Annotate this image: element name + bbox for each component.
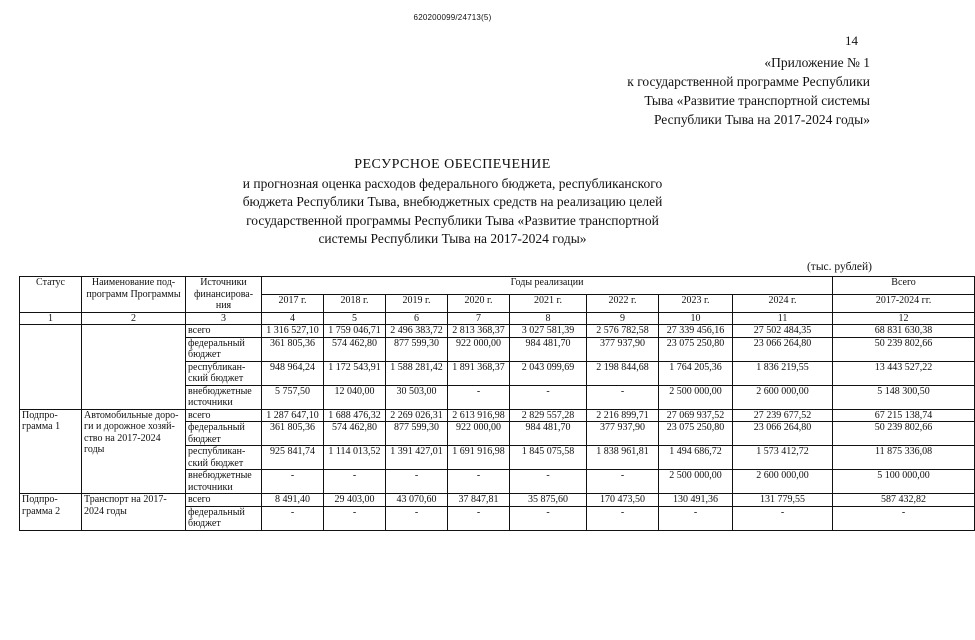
subprogram-name-cell: Транспорт на 2017-2024 годы [82,494,186,531]
year-value-cell: - [324,506,386,530]
table-row [20,409,975,422]
year-value-cell: 1 845 075,58 [510,446,587,470]
year-value-cell: 43 070,60 [386,494,448,507]
year-value-cell: 2 813 368,37 [448,325,510,338]
total-value-cell: 11 875 336,08 [833,446,975,470]
year-value-cell: 984 481,70 [510,337,587,361]
year-value-cell: 35 875,60 [510,494,587,507]
year-value-cell: 131 779,55 [733,494,833,507]
appendix-line: «Приложение № 1 [764,55,870,70]
year-value-cell: 8 491,40 [262,494,324,507]
year-value-cell: 2 829 557,28 [510,409,587,422]
year-value-cell: 2 613 916,98 [448,409,510,422]
year-value-cell: - [733,506,833,530]
document-title: РЕСУРСНОЕ ОБЕСПЕЧЕНИЕ [354,157,551,172]
year-value-cell: 925 841,74 [262,446,324,470]
total-value-cell: 5 148 300,50 [833,385,975,409]
year-value-cell: 27 339 456,16 [659,325,733,338]
funding-source-cell: внебюджетные источники [186,470,262,494]
funding-source-cell: республикан-ский бюджет [186,361,262,385]
year-value-cell: 2 500 000,00 [659,470,733,494]
subtitle-line: бюджета Республики Тыва, внебюджетных средств на реализацию целей [242,194,663,209]
total-value-cell: 50 239 802,66 [833,422,975,446]
column-number: 12 [833,312,975,325]
year-value-cell: 984 481,70 [510,422,587,446]
table-row [20,494,975,507]
column-number: 1 [20,312,82,325]
year-value-cell: 1 172 543,91 [324,361,386,385]
subprogram-name-cell [82,325,186,410]
year-value-cell: 2 216 899,71 [587,409,659,422]
year-value-cell: 948 964,24 [262,361,324,385]
year-value-cell: 23 066 264,80 [733,337,833,361]
total-value-cell: 67 215 138,74 [833,409,975,422]
year-value-cell: 30 503,00 [386,385,448,409]
table-body [20,325,975,531]
funding-source-cell: всего [186,409,262,422]
year-value-cell: 27 239 677,52 [733,409,833,422]
year-value-cell: 23 066 264,80 [733,422,833,446]
column-number: 10 [659,312,733,325]
header-year: 2019 г. [386,294,448,312]
document-id: 620200099/24713(5) [413,13,492,22]
year-value-cell: 12 040,00 [324,385,386,409]
appendix-line: Республики Тыва на 2017-2024 годы» [653,112,870,127]
header-year: 2024 г. [733,294,833,312]
status-cell: Подпро-грамма 2 [20,494,82,531]
status-cell: Подпро-грамма 1 [20,409,82,494]
total-value-cell: 50 239 802,66 [833,337,975,361]
year-value-cell: 1 588 281,42 [386,361,448,385]
year-value-cell: 1 764 205,36 [659,361,733,385]
year-value-cell: 1 688 476,32 [324,409,386,422]
year-value-cell: 2 600 000,00 [733,385,833,409]
year-value-cell: 2 500 000,00 [659,385,733,409]
year-value-cell: 2 576 782,58 [587,325,659,338]
subtitle-line: системы Республики Тыва на 2017-2024 годы» [318,231,587,246]
year-value-cell: - [510,506,587,530]
year-value-cell: - [587,470,659,494]
year-value-cell: 377 937,90 [587,422,659,446]
header-years-group: Годы реализации [262,277,833,295]
year-value-cell: - [386,470,448,494]
column-number: 5 [324,312,386,325]
year-value-cell: - [386,506,448,530]
year-value-cell: - [448,385,510,409]
year-value-cell: 23 075 250,80 [659,422,733,446]
resource-table [19,276,975,531]
appendix-line: к государственной программе Республики [627,74,870,89]
header-year: 2018 г. [324,294,386,312]
funding-source-cell: всего [186,494,262,507]
year-value-cell: 1 838 961,81 [587,446,659,470]
column-number: 9 [587,312,659,325]
year-value-cell: 2 496 383,72 [386,325,448,338]
appendix-reference [550,53,870,129]
header-total: Всего [833,277,975,295]
total-value-cell: 587 432,82 [833,494,975,507]
page-number: 14 [845,33,858,48]
header-year: 2023 г. [659,294,733,312]
year-value-cell: 361 805,36 [262,422,324,446]
year-value-cell: 361 805,36 [262,337,324,361]
header-year: 2017 г. [262,294,324,312]
column-number: 6 [386,312,448,325]
year-value-cell: 1 316 527,10 [262,325,324,338]
year-value-cell: - [659,506,733,530]
table-row [20,325,975,338]
year-value-cell: 377 937,90 [587,337,659,361]
year-value-cell: 1 836 219,55 [733,361,833,385]
year-value-cell: 2 198 844,68 [587,361,659,385]
units-label: (тыс. рублей) [806,261,872,273]
year-value-cell: 877 599,30 [386,422,448,446]
year-value-cell: 170 473,50 [587,494,659,507]
total-value-cell: 13 443 527,22 [833,361,975,385]
appendix-line: Тыва «Развитие транспортной системы [644,93,870,108]
document-title-block [180,156,725,249]
year-value-cell: 2 269 026,31 [386,409,448,422]
column-number: 4 [262,312,324,325]
year-value-cell: 1 573 412,72 [733,446,833,470]
subprogram-name-cell: Автомобильные доро-ги и дорожное хозяй-ство на 2017-2024 годы [82,409,186,494]
year-value-cell: 574 462,80 [324,422,386,446]
year-value-cell: - [262,506,324,530]
year-value-cell: 1 691 916,98 [448,446,510,470]
year-value-cell: 2 600 000,00 [733,470,833,494]
year-value-cell: - [587,385,659,409]
year-value-cell: 574 462,80 [324,337,386,361]
year-value-cell: - [510,470,587,494]
year-value-cell: 1 114 013,52 [324,446,386,470]
subtitle-line: государственной программы Республики Тыва «Развитие транспортной [246,212,659,228]
total-value-cell: - [833,506,975,530]
year-value-cell: 922 000,00 [448,337,510,361]
year-value-cell: 1 287 647,10 [262,409,324,422]
funding-source-cell: республикан-ский бюджет [186,446,262,470]
column-number: 3 [186,312,262,325]
header-total-period: 2017-2024 гг. [833,294,975,312]
year-value-cell: 3 027 581,39 [510,325,587,338]
column-number-row [20,312,975,325]
funding-source-cell: федеральный бюджет [186,506,262,530]
total-value-cell: 5 100 000,00 [833,470,975,494]
funding-source-cell: федеральный бюджет [186,337,262,361]
column-number: 8 [510,312,587,325]
year-value-cell: 27 069 937,52 [659,409,733,422]
year-value-cell: 37 847,81 [448,494,510,507]
year-value-cell: 27 502 484,35 [733,325,833,338]
year-value-cell: 5 757,50 [262,385,324,409]
column-number: 11 [733,312,833,325]
year-value-cell: - [448,470,510,494]
header-year: 2020 г. [448,294,510,312]
header-sources: Источники финансирова-ния [186,277,262,313]
year-value-cell: 877 599,30 [386,337,448,361]
subtitle-line: и прогнозная оценка расходов федерального бюджета, республиканского [242,175,663,191]
funding-source-cell: федеральный бюджет [186,422,262,446]
year-value-cell: - [262,470,324,494]
year-value-cell: 1 494 686,72 [659,446,733,470]
year-value-cell: 130 491,36 [659,494,733,507]
year-value-cell: 23 075 250,80 [659,337,733,361]
year-value-cell: 922 000,00 [448,422,510,446]
header-name: Наименование под-программ Программы [82,277,186,313]
year-value-cell: - [587,506,659,530]
funding-source-cell: всего [186,325,262,338]
header-year: 2022 г. [587,294,659,312]
header-year: 2021 г. [510,294,587,312]
funding-source-cell: внебюджетные источники [186,385,262,409]
status-cell [20,325,82,410]
year-value-cell: 1 759 046,71 [324,325,386,338]
year-value-cell: 2 043 099,69 [510,361,587,385]
table-header-row [20,277,975,295]
year-value-cell: - [448,506,510,530]
year-value-cell: 1 891 368,37 [448,361,510,385]
year-value-cell: 1 391 427,01 [386,446,448,470]
total-value-cell: 68 831 630,38 [833,325,975,338]
column-number: 2 [82,312,186,325]
year-value-cell: 29 403,00 [324,494,386,507]
year-value-cell: - [324,470,386,494]
column-number: 7 [448,312,510,325]
header-status: Статус [20,277,82,313]
year-value-cell: - [510,385,587,409]
